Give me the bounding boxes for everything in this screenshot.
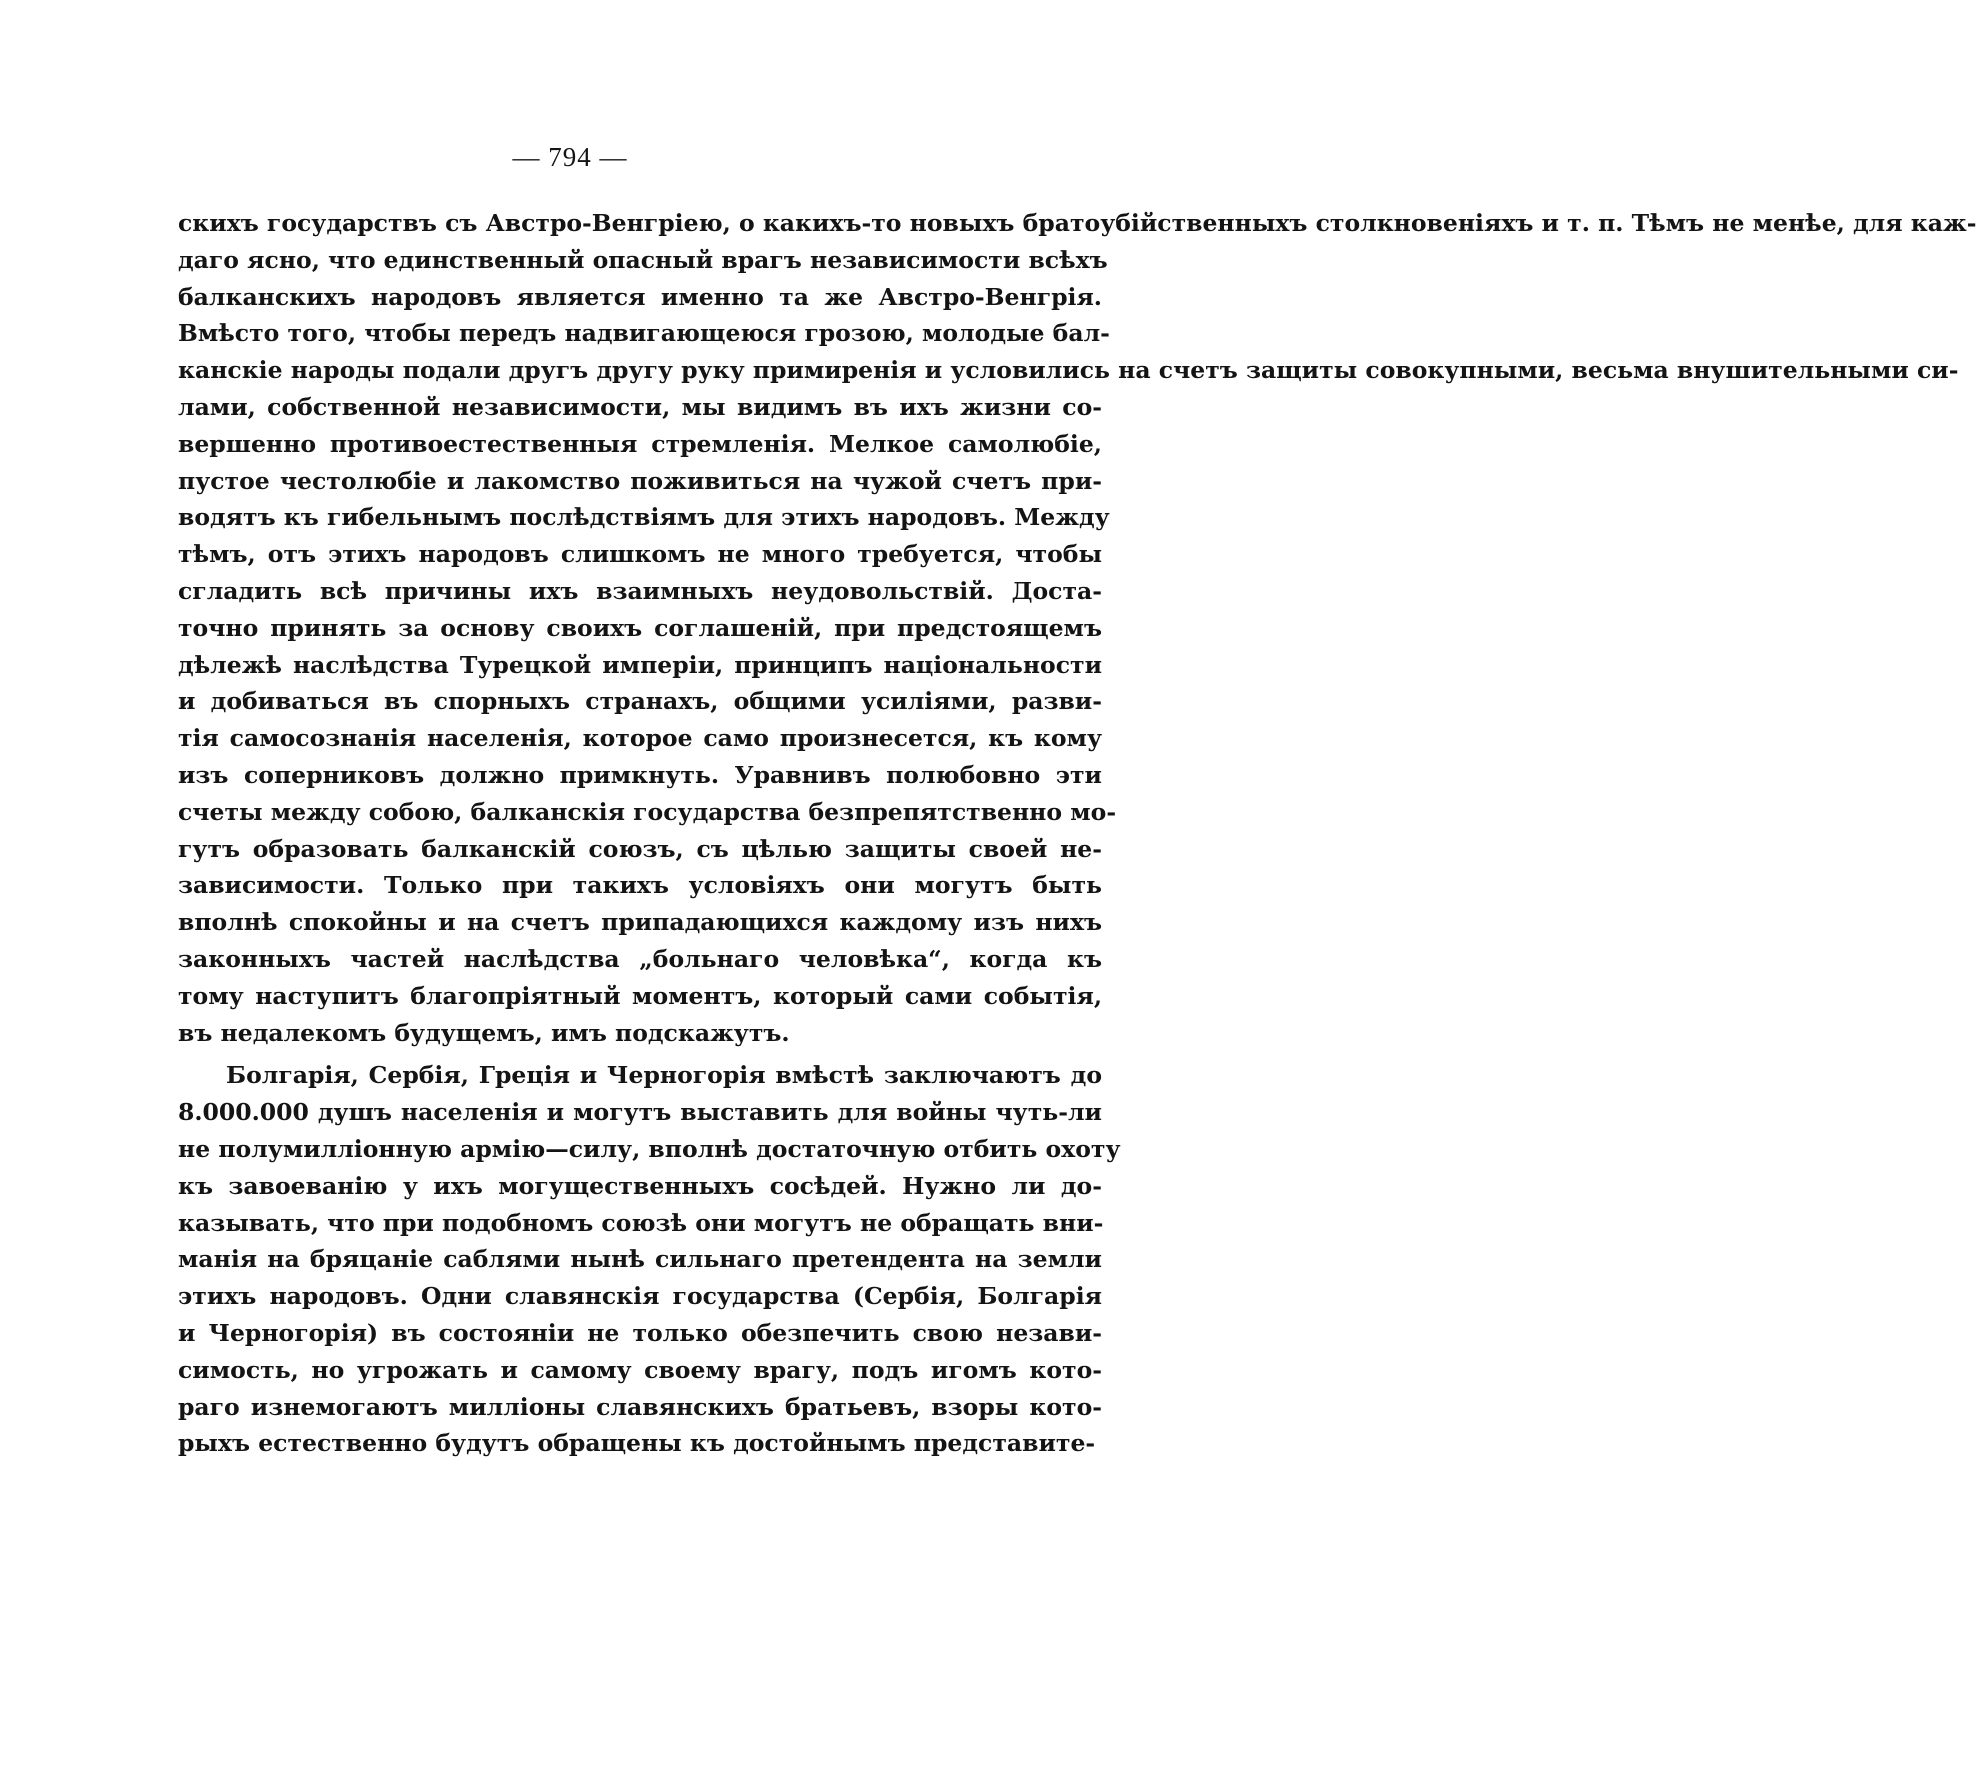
- page-number: — 794 —: [512, 142, 628, 172]
- paragraph: [178, 205, 1976, 1051]
- text-line: лами, собственной независимости, мы видимъ въ ихъ жизни со-: [178, 392, 1102, 421]
- text-line: въ недалекомъ будущемъ, имъ подскажутъ.: [178, 1018, 790, 1047]
- text-line: скихъ государствъ съ Австро-Венгріею, о какихъ-то новыхъ братоубійственныхъ столкновеніяхъ и т. п. Тѣмъ не менѣе, для каж-: [178, 209, 1976, 237]
- text-line: даго ясно, что единственный опасный врагъ независимости всѣхъ: [178, 245, 1108, 274]
- text-line: Вмѣсто того, чтобы передъ надвигающеюся грозою, молодые бал-: [178, 319, 1110, 348]
- text-line: пустое честолюбіе и лакомство поживиться на чужой счетъ при-: [178, 466, 1102, 495]
- text-line: и Черногорія) въ состояніи не только обезпечить свою незави-: [178, 1318, 1102, 1347]
- text-line: балканскихъ народовъ является именно та же Австро-Венгрія.: [178, 282, 1102, 311]
- text-line: этихъ народовъ. Одни славянскія государства (Сербія, Болгарія: [178, 1282, 1102, 1311]
- text-line: счеты между собою, балканскія государства безпрепятственно мо-: [178, 797, 1117, 826]
- text-line: тому наступитъ благопріятный моментъ, который сами событія,: [178, 981, 1102, 1010]
- text-line: симость, но угрожать и самому своему врагу, подъ игомъ кото-: [178, 1355, 1102, 1384]
- text-line: изъ соперниковъ должно примкнуть. Уравнивъ полюбовно эти: [178, 760, 1102, 789]
- text-line: 8.000.000 душъ населенія и могутъ выставить для войны чуть-ли: [178, 1098, 1102, 1127]
- text-line: законныхъ частей наслѣдства „больнаго человѣка“, когда къ: [178, 944, 1102, 973]
- text-line: канскіе народы подали другъ другу руку примиренія и условились на счетъ защиты совокупными, весьма внушительными си-: [178, 356, 1959, 385]
- text-line: точно принять за основу своихъ соглашеній, при предстоящемъ: [178, 613, 1102, 642]
- text-line: дѣлежѣ наслѣдства Турецкой имперіи, принципъ національности: [178, 650, 1102, 679]
- text-line: и добиваться въ спорныхъ странахъ, общими усиліями, разви-: [178, 687, 1102, 716]
- paragraph: [178, 1057, 1121, 1462]
- text-line: къ завоеванію у ихъ могущественныхъ сосѣдей. Нужно ли до-: [178, 1171, 1102, 1200]
- text-line: зависимости. Только при такихъ условіяхъ они могутъ быть: [178, 871, 1102, 900]
- text-line: вершенно противоестественныя стремленія. Мелкое самолюбіе,: [178, 429, 1102, 458]
- text-line: раго изнемогаютъ милліоны славянскихъ братьевъ, взоры кото-: [178, 1392, 1102, 1421]
- text-line: казывать, что при подобномъ союзѣ они могутъ не обращать вни-: [178, 1208, 1104, 1237]
- text-line: манія на бряцаніе саблями нынѣ сильнаго претендента на земли: [178, 1245, 1102, 1274]
- text-line: не полумилліонную армію—силу, вполнѣ достаточную отбить охоту: [178, 1134, 1121, 1163]
- text-line: рыхъ естественно будутъ обращены къ достойнымъ представите-: [178, 1429, 1096, 1458]
- body-text: [178, 205, 1976, 1462]
- text-line: тѣмъ, отъ этихъ народовъ слишкомъ не много требуется, чтобы: [178, 540, 1102, 569]
- text-line: гутъ образовать балканскій союзъ, съ цѣлью защиты своей не-: [178, 834, 1102, 863]
- text-line: Болгарія, Сербія, Греція и Черногорія вмѣстѣ заключаютъ до: [226, 1061, 1102, 1090]
- text-line: тія самосознанія населенія, которое само произнесется, къ кому: [178, 724, 1102, 753]
- text-line: сгладить всѣ причины ихъ взаимныхъ неудовольствій. Доста-: [178, 576, 1102, 605]
- text-line: вполнѣ спокойны и на счетъ припадающихся каждому изъ нихъ: [178, 908, 1102, 937]
- text-line: водятъ къ гибельнымъ послѣдствіямъ для этихъ народовъ. Между: [178, 503, 1110, 532]
